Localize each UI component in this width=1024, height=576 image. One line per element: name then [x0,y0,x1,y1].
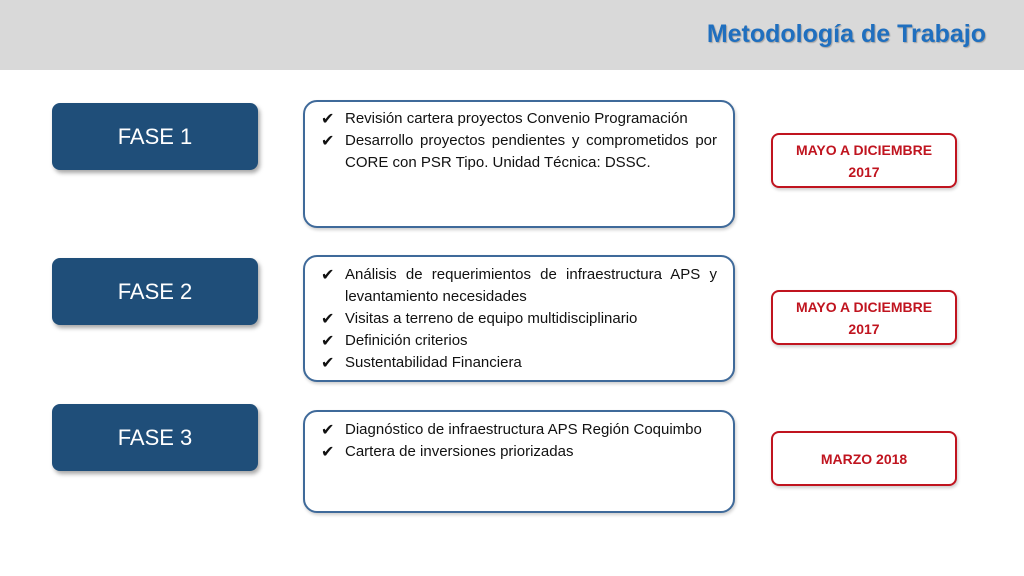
phase-3-date: MARZO 2018 [771,431,957,486]
list-item: ✔ Sustentabilidad Financiera [321,353,522,372]
checkmark-icon: ✔ [321,265,335,284]
list-item: ✔ Desarrollo proyectos pendientes y comprometidos por CORE con PSR Tipo. Unidad Técnica: DSSC. [321,131,717,171]
page-title: Metodología de Trabajo [706,20,986,48]
phase-3-details [303,410,735,513]
checkmark-icon: ✔ [321,309,335,328]
phase-1-details [303,100,735,228]
checkmark-icon: ✔ [321,131,335,150]
phase-3-label: FASE 3 [52,404,258,471]
checkmark-icon: ✔ [321,442,335,461]
header-bar [0,0,1024,70]
checkmark-icon: ✔ [321,331,335,350]
list-item: ✔ Diagnóstico de infraestructura APS Región Coquimbo [321,420,702,439]
checkmark-icon: ✔ [321,353,335,372]
checkmark-icon: ✔ [321,420,335,439]
list-item: ✔ Definición criterios [321,331,468,350]
phase-2-label: FASE 2 [52,258,258,325]
phase-1-label: FASE 1 [52,103,258,170]
phase-2-date: MAYO A DICIEMBRE 2017 [771,290,957,345]
list-item: ✔ Cartera de inversiones priorizadas [321,442,574,461]
list-item: ✔ Visitas a terreno de equipo multidisciplinario [321,309,638,328]
checkmark-icon: ✔ [321,109,335,128]
phase-2-details [303,255,735,382]
phase-1-date: MAYO A DICIEMBRE 2017 [771,133,957,188]
list-item: ✔ Análisis de requerimientos de infraestructura APS y levantamiento necesidades [321,265,717,305]
list-item: ✔ Revisión cartera proyectos Convenio Programación [321,109,688,128]
